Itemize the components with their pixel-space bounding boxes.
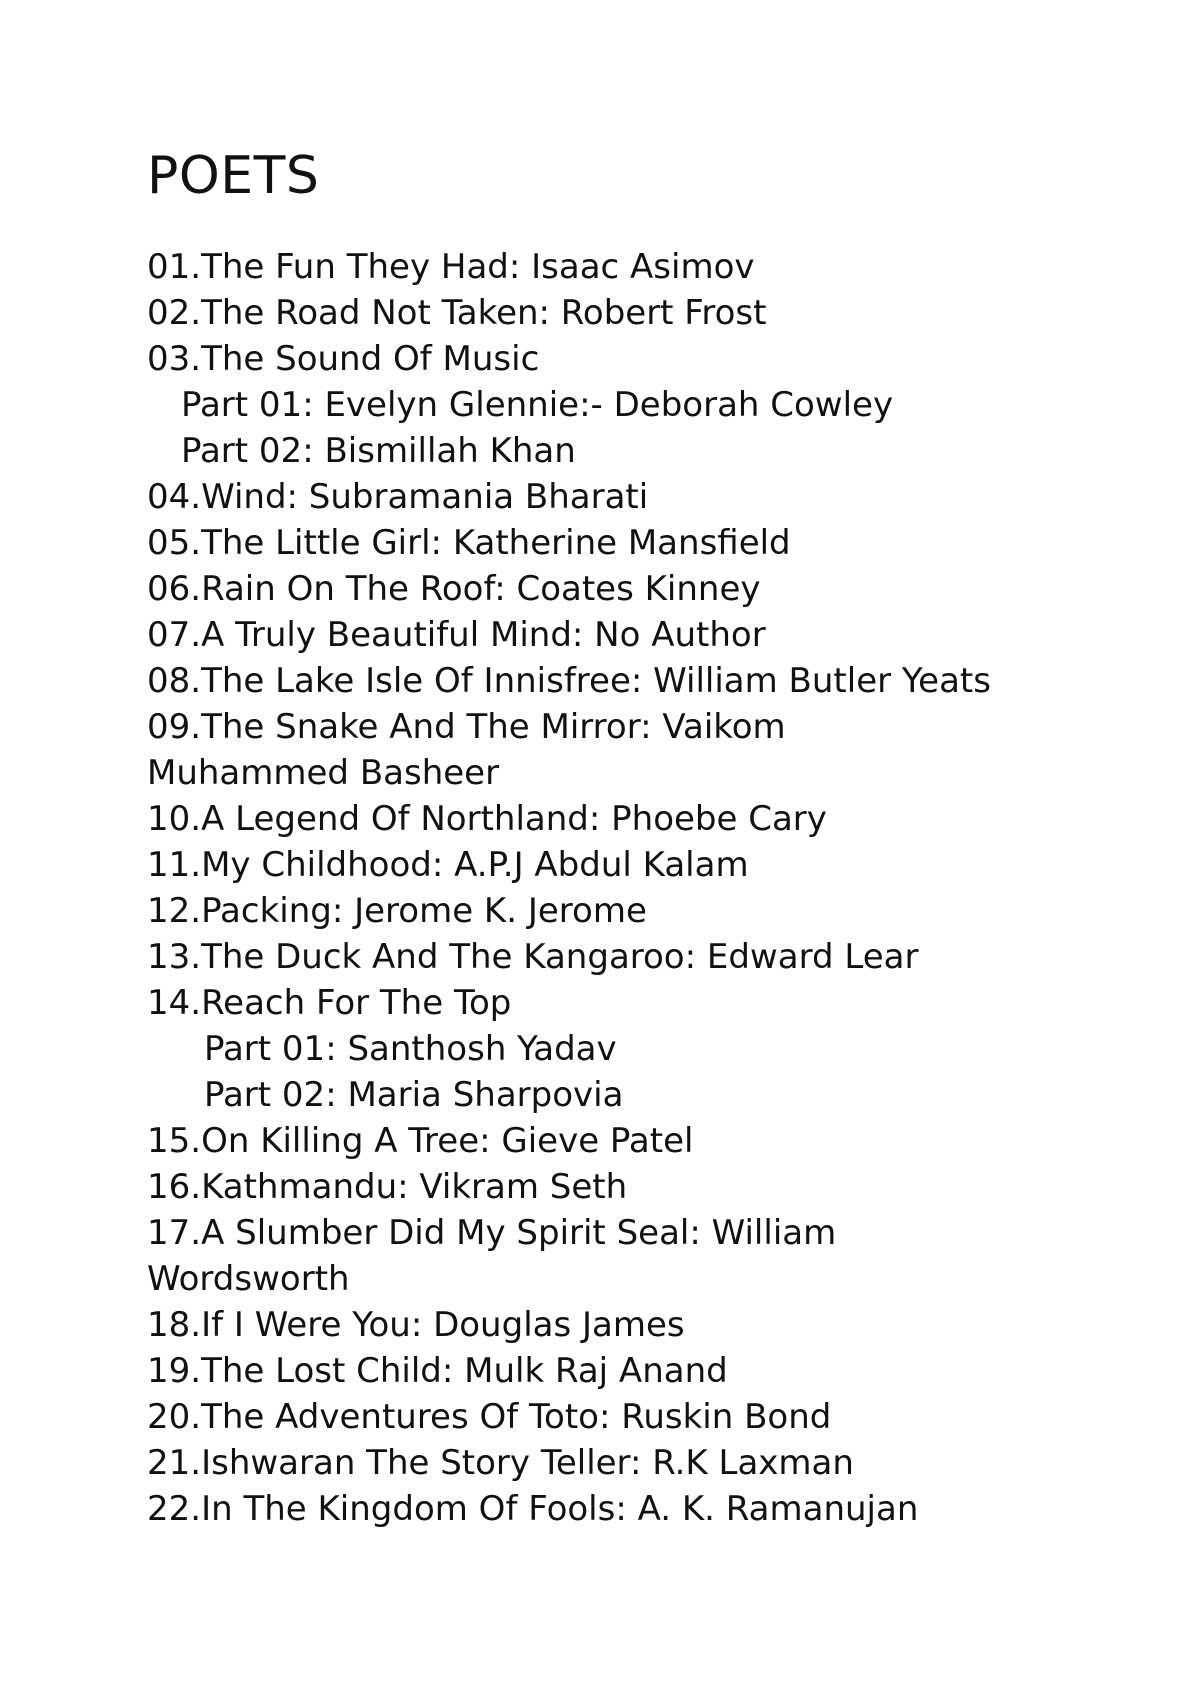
page-title: POETS bbox=[147, 146, 320, 206]
list-item: 17.A Slumber Did My Spirit Seal: William bbox=[147, 1213, 837, 1253]
list-item: 12.Packing: Jerome K. Jerome bbox=[147, 891, 647, 931]
list-item: 09.The Snake And The Mirror: Vaikom bbox=[147, 707, 786, 747]
list-subitem: Part 01: Santhosh Yadav bbox=[204, 1029, 617, 1069]
list-item: 04.Wind: Subramania Bharati bbox=[147, 477, 649, 517]
list-item: 14.Reach For The Top bbox=[147, 983, 512, 1023]
list-item: 08.The Lake Isle Of Innisfree: William Butler Yeats bbox=[147, 661, 991, 701]
list-subitem: Part 01: Evelyn Glennie:- Deborah Cowley bbox=[181, 385, 894, 425]
list-item: 21.Ishwaran The Story Teller: R.K Laxman bbox=[147, 1443, 854, 1483]
list-item: 02.The Road Not Taken: Robert Frost bbox=[147, 293, 767, 333]
list-item: 07.A Truly Beautiful Mind: No Author bbox=[147, 615, 766, 655]
list-item: 16.Kathmandu: Vikram Seth bbox=[147, 1167, 628, 1207]
list-item: 15.On Killing A Tree: Gieve Patel bbox=[147, 1121, 694, 1161]
list-item: 19.The Lost Child: Mulk Raj Anand bbox=[147, 1351, 728, 1391]
list-subitem: Part 02: Maria Sharpovia bbox=[204, 1075, 624, 1115]
list-item: 18.If I Were You: Douglas James bbox=[147, 1305, 685, 1345]
list-item: 03.The Sound Of Music bbox=[147, 339, 540, 379]
list-item: 13.The Duck And The Kangaroo: Edward Lear bbox=[147, 937, 919, 977]
list-item: 22.In The Kingdom Of Fools: A. K. Ramanujan bbox=[147, 1489, 919, 1529]
list-subitem: Part 02: Bismillah Khan bbox=[181, 431, 576, 471]
list-item: 10.A Legend Of Northland: Phoebe Cary bbox=[147, 799, 827, 839]
poets-list bbox=[147, 244, 1147, 1532]
list-item-continuation: Wordsworth bbox=[147, 1259, 350, 1299]
list-item: 20.The Adventures Of Toto: Ruskin Bond bbox=[147, 1397, 832, 1437]
list-item: 06.Rain On The Roof: Coates Kinney bbox=[147, 569, 761, 609]
list-item: 05.The Little Girl: Katherine Mansfield bbox=[147, 523, 791, 563]
list-item-continuation: Muhammed Basheer bbox=[147, 753, 500, 793]
list-item: 11.My Childhood: A.P.J Abdul Kalam bbox=[147, 845, 749, 885]
list-item: 01.The Fun They Had: Isaac Asimov bbox=[147, 247, 755, 287]
